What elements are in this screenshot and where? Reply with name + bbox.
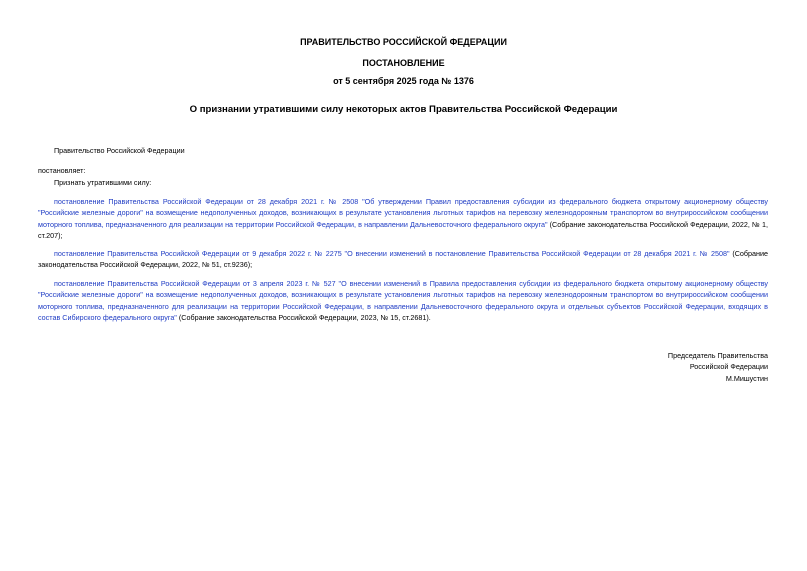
repealed-item-2 — [38, 248, 768, 271]
publication-source-3: (Собрание законодательства Российской Федерации, 2023, № 15, ст.2681). — [176, 313, 431, 323]
publication-source-1: (Собрание законодательства Российской Федерации, 2022, № 1, ст.207); — [38, 219, 768, 241]
clause-text: Признать утратившими силу: — [54, 178, 152, 187]
signature-block — [568, 350, 768, 384]
repealed-item-3 — [38, 278, 768, 324]
repealed-item-1 — [38, 196, 768, 242]
document-title: О признании утратившими силу некоторых актов Правительства Российской Федерации — [189, 104, 618, 115]
intro-text: Правительство Российской Федерации — [54, 146, 185, 155]
signatory-position-line2: Российской Федерации — [689, 362, 768, 372]
signatory-position-line1: Председатель Правительства — [667, 351, 768, 360]
signatory-name: М.Мишустин — [725, 373, 768, 383]
repealed-act-link-3[interactable]: постановление Правительства Российской Федерации от 3 апреля 2023 г. № 527 "О внесении изменений в Правила предоставления субсидии из федерального бюджета открытому акционерному обществу "Российские железные дороги" на возмещение недополученных доходов, возникающих в результате установления льготных тарифов на перевозку железнодорожным транспортом во внутрироссийском сообщении моторного топлива, предназначенного для реализации на территории Российской Федерации, в направлении Дальневосточного федерального округа и отдельных субъектов Российской Федерации, входящих в состав Сибирского федерального округа" — [38, 279, 768, 323]
repealed-act-link-1[interactable]: постановление Правительства Российской Федерации от 28 декабря 2021 г. № 2508 "Об утверждении Правил предоставления субсидии из федерального бюджета открытому акционерному обществу "Российские железные дороги" на возмещение недополученных доходов, возникающих в результате установления льготных тарифов на перевозку железнодорожным транспортом во внутрироссийском сообщении моторного топлива, предназначенного для реализации на территории Российской Федерации, в направлении Дальневосточного федерального округа" — [38, 197, 768, 229]
document-type-heading: ПОСТАНОВЛЕНИЕ — [362, 58, 445, 68]
repealed-act-link-2[interactable]: постановление Правительства Российской Федерации от 9 декабря 2022 г. № 2275 "О внесении изменений в постановление Правительства Российской Федерации от 28 декабря 2021 г. № 2508" — [54, 249, 730, 258]
publication-source-2: (Собрание законодательства Российской Федерации, 2022, № 51, ст.9236); — [38, 249, 768, 270]
date-number-heading: от 5 сентября 2025 года № 1376 — [333, 76, 474, 86]
decides-text: постановляет: — [38, 166, 86, 175]
government-heading: ПРАВИТЕЛЬСТВО РОССИЙСКОЙ ФЕДЕРАЦИИ — [300, 37, 507, 47]
